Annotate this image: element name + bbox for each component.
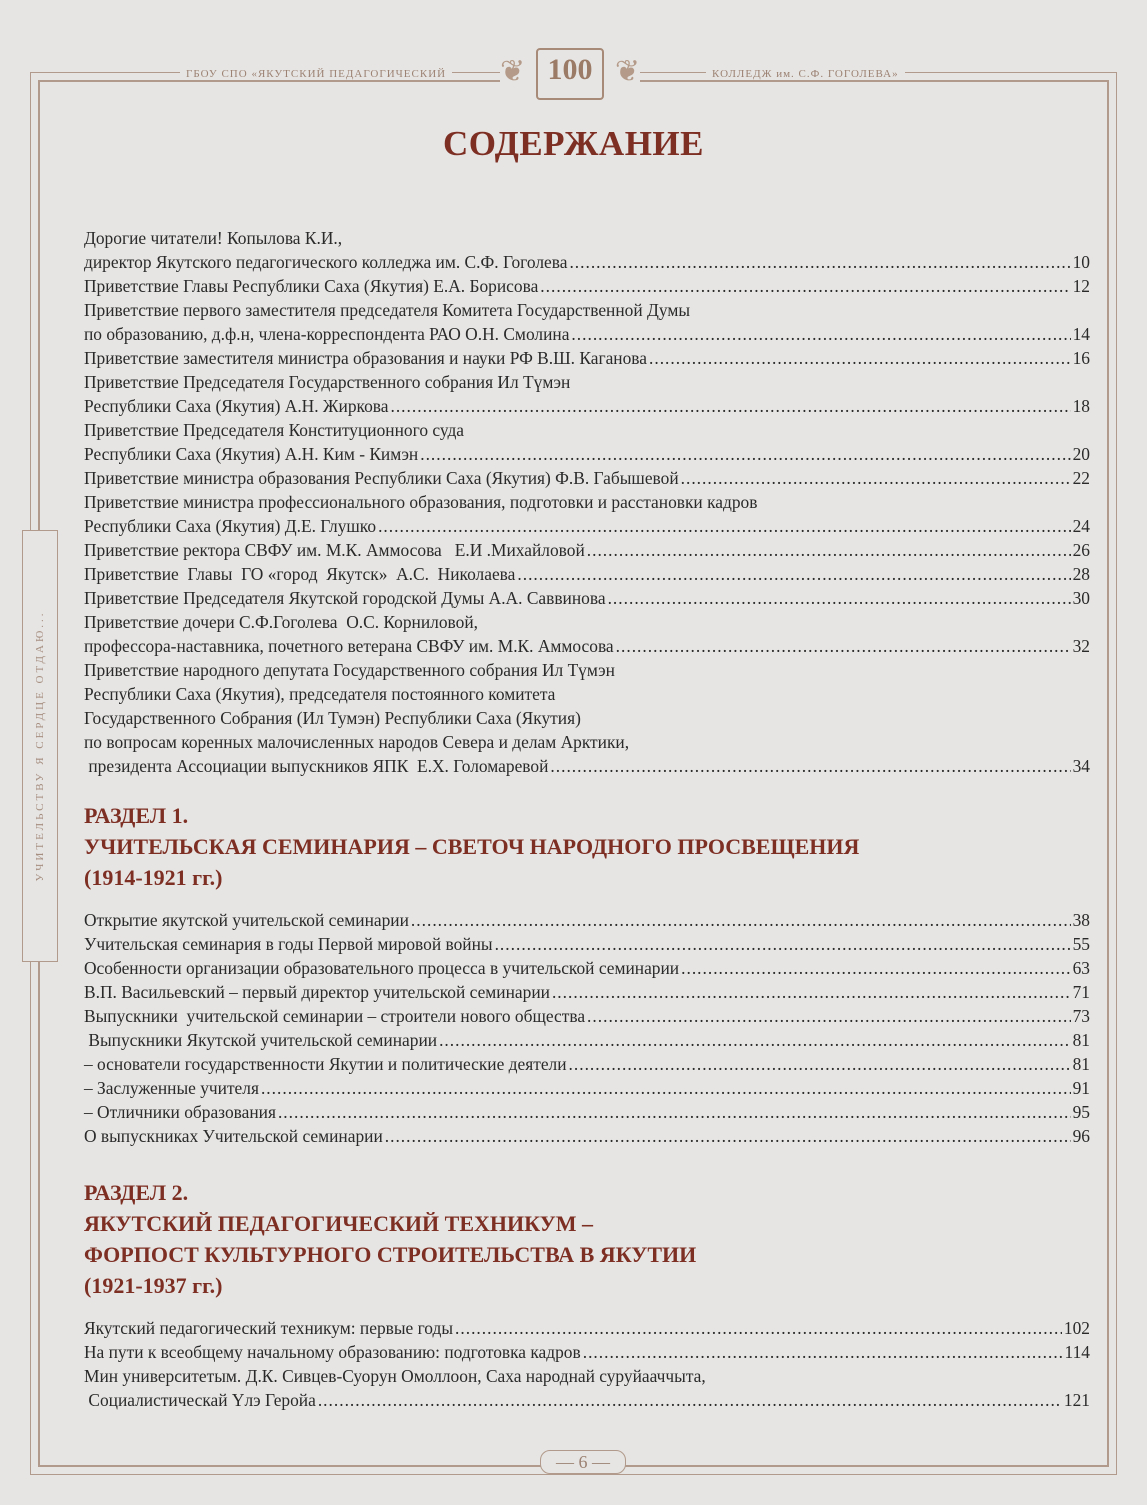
toc-entry-line[interactable] (84, 1004, 1090, 1028)
toc-entry-text: – Отличники образования (84, 1102, 276, 1122)
toc-page-number: 96 (1072, 1126, 1090, 1146)
toc-entry-line[interactable] (84, 442, 1090, 466)
dot-leader (390, 394, 1070, 418)
dot-leader (439, 1028, 1071, 1052)
toc-entry-line[interactable] (84, 706, 1090, 730)
toc-entry-line[interactable] (84, 1076, 1090, 1100)
dot-leader (587, 1004, 1071, 1028)
toc-entry-text: Приветствие Председателя Якутской городской Думы А.А. Саввинова (84, 588, 606, 608)
section-heading-line: РАЗДЕЛ 2. (84, 1180, 189, 1205)
toc-page-number: 102 (1063, 1318, 1090, 1338)
laurel-left-icon: ❦ (500, 55, 526, 88)
toc-entry-text: Приветствие министра профессионального образования, подготовки и расстановки кадров (84, 492, 758, 512)
toc-entry-line[interactable] (84, 538, 1090, 562)
section-heading-line: (1914-1921 гг.) (84, 865, 223, 890)
section-heading-line: РАЗДЕЛ 1. (84, 803, 189, 828)
dot-leader (378, 514, 1071, 538)
section-1-heading (84, 800, 859, 893)
toc-entry-text: – основатели государственности Якутии и политические деятели (84, 1054, 567, 1074)
dot-leader (495, 932, 1071, 956)
toc-entry-text: Приветствие ректора СВФУ им. М.К. Аммосова Е.И .Михайловой (84, 540, 585, 560)
toc-entry-line[interactable] (84, 908, 1090, 932)
toc-entry-text: президента Ассоциации выпускников ЯПК Е.Х. Голомаревой (84, 756, 549, 776)
toc-page-number: 30 (1072, 588, 1090, 608)
toc-entry-line[interactable] (84, 250, 1090, 274)
toc-entry-text: Мин университетым. Д.К. Сивцев-Суорун Омоллоон, Саха народнай суруйааччыта, (84, 1366, 706, 1386)
toc-entry-text: На пути к всеобщему начальному образованию: подготовка кадров (84, 1342, 581, 1362)
dot-leader (385, 1124, 1071, 1148)
toc-entry-text: Дорогие читатели! Копылова К.И., (84, 228, 343, 248)
toc-entry-text: В.П. Васильевский – первый директор учительской семинарии (84, 982, 550, 1002)
header-left-text: ГБОУ СПО «ЯКУТСКИЙ ПЕДАГОГИЧЕСКИЙ (180, 68, 452, 80)
toc-entry-line[interactable] (84, 418, 1090, 442)
toc-entry-line[interactable] (84, 634, 1090, 658)
dot-leader (681, 466, 1071, 490)
toc-entry-text: Республики Саха (Якутия) А.Н. Ким - Кимэн (84, 444, 419, 464)
anniversary-emblem (500, 40, 640, 110)
dot-leader (649, 346, 1071, 370)
section-heading-line: (1921-1937 гг.) (84, 1273, 223, 1298)
toc-entry-text: Открытие якутской учительской семинарии (84, 910, 409, 930)
header-right-text: КОЛЛЕДЖ им. С.Ф. ГОГОЛЕВА» (706, 68, 905, 80)
toc-page-number: 95 (1072, 1102, 1090, 1122)
dot-leader (552, 980, 1071, 1004)
toc-entry-line[interactable] (84, 370, 1090, 394)
toc-entry-line[interactable] (84, 298, 1090, 322)
side-motto (22, 530, 58, 962)
toc-entry-line[interactable] (84, 1316, 1090, 1340)
section-heading-line: ФОРПОСТ КУЛЬТУРНОГО СТРОИТЕЛЬСТВА В ЯКУТИИ (84, 1242, 697, 1267)
toc-entry-text: Выпускники Якутской учительской семинарии (84, 1030, 438, 1050)
toc-page-number: 28 (1072, 564, 1090, 584)
toc-entry-text: Учительская семинария в годы Первой мировой войны (84, 934, 493, 954)
toc-entry-line[interactable] (84, 322, 1090, 346)
section-heading-line: ЯКУТСКИЙ ПЕДАГОГИЧЕСКИЙ ТЕХНИКУМ – (84, 1211, 594, 1236)
toc-page-number: 26 (1072, 540, 1090, 560)
toc-page-number: 55 (1072, 934, 1090, 954)
toc-entry-text: Приветствие заместителя министра образования и науки РФ В.Ш. Каганова (84, 348, 648, 368)
dot-leader (569, 250, 1070, 274)
toc-entry-line[interactable] (84, 730, 1090, 754)
toc-entry-line[interactable] (84, 980, 1090, 1004)
dot-leader (420, 442, 1070, 466)
page-title: СОДЕРЖАНИЕ (442, 124, 704, 163)
toc-page-number: 81 (1072, 1030, 1090, 1050)
toc-entry-text: Приветствие Председателя Государственного собрания Ил Түмэн (84, 372, 571, 392)
toc-entry-line[interactable] (84, 956, 1090, 980)
section-2-heading (84, 1177, 696, 1301)
toc-entry-line[interactable] (84, 226, 1090, 250)
emblem-book-icon (536, 48, 604, 100)
dot-leader (278, 1100, 1071, 1124)
toc-entry-text: Республики Саха (Якутия) А.Н. Жиркова (84, 396, 389, 416)
toc-section-1 (84, 908, 1090, 1148)
toc-page-number: 10 (1072, 252, 1090, 272)
dot-leader (587, 538, 1071, 562)
toc-entry-line[interactable] (84, 1028, 1090, 1052)
toc-entry-text: О выпускниках Учительской семинарии (84, 1126, 383, 1146)
toc-entry-text: Приветствие первого заместителя председателя Комитета Государственной Думы (84, 300, 691, 320)
toc-entry-line[interactable] (84, 466, 1090, 490)
toc-entry-text: Республики Саха (Якутия) Д.Е. Глушко (84, 516, 377, 536)
toc-entry-line[interactable] (84, 514, 1090, 538)
toc-entry-line[interactable] (84, 1364, 1090, 1388)
toc-page-number: 18 (1072, 396, 1090, 416)
toc-intro (84, 226, 1090, 778)
side-motto-text: УЧИТЕЛЬСТВУ Я СЕРДЦЕ ОТДАЮ... (34, 610, 46, 882)
toc-entry-line[interactable] (84, 1124, 1090, 1148)
toc-entry-line[interactable] (84, 1052, 1090, 1076)
toc-entry-text: Приветствие Главы Республики Саха (Якутия) Е.А. Борисова (84, 276, 539, 296)
toc-page-number: 20 (1072, 444, 1090, 464)
dot-leader (583, 1340, 1063, 1364)
toc-entry-text: по вопросам коренных малочисленных народов Севера и делам Арктики, (84, 732, 630, 752)
toc-entry-text: Особенности организации образовательного процесса в учительской семинарии (84, 958, 680, 978)
toc-entry-text: Государственного Собрания (Ил Тумэн) Республики Саха (Якутия) (84, 708, 581, 728)
dot-leader (517, 562, 1070, 586)
toc-entry-line[interactable] (84, 586, 1090, 610)
dot-leader (608, 586, 1071, 610)
toc-entry-text: Приветствие министра образования Республики Саха (Якутия) Ф.В. Габышевой (84, 468, 679, 488)
toc-entry-text: по образованию, д.ф.н, члена-корреспондента РАО О.Н. Смолина (84, 324, 570, 344)
toc-page-number: 114 (1064, 1342, 1090, 1362)
toc-entry-line[interactable] (84, 658, 1090, 682)
toc-entry-line[interactable] (84, 682, 1090, 706)
toc-entry-line[interactable] (84, 932, 1090, 956)
toc-page-number: 16 (1072, 348, 1090, 368)
toc-entry-text: Приветствие Председателя Конституционного суда (84, 420, 465, 440)
dot-leader (318, 1388, 1062, 1412)
page-number-value: 6 (578, 1452, 588, 1472)
section-heading-line: УЧИТЕЛЬСКАЯ СЕМИНАРИЯ – СВЕТОЧ НАРОДНОГО ПРОСВЕЩЕНИЯ (84, 834, 860, 859)
toc-entry-line[interactable] (84, 274, 1090, 298)
toc-page-number: 34 (1072, 756, 1090, 776)
toc-entry-line[interactable] (84, 610, 1090, 634)
toc-entry-line[interactable] (84, 490, 1090, 514)
dot-leader (411, 908, 1071, 932)
page-number: — 6 — (540, 1450, 626, 1474)
dot-leader (569, 1052, 1071, 1076)
toc-page-number: 81 (1072, 1054, 1090, 1074)
toc-page-number: 73 (1072, 1006, 1090, 1026)
toc-page-number: 24 (1072, 516, 1090, 536)
dot-leader (681, 956, 1070, 980)
toc-page-number: 22 (1072, 468, 1090, 488)
toc-entry-text: Приветствие Главы ГО «город Якутск» А.С. Николаева (84, 564, 516, 584)
toc-entry-text: профессора-наставника, почетного ветерана СВФУ им. М.К. Аммосова (84, 636, 614, 656)
toc-page-number: 12 (1072, 276, 1090, 296)
toc-section-2 (84, 1316, 1090, 1412)
toc-entry-text: Приветствие народного депутата Государственного собрания Ил Түмэн (84, 660, 615, 680)
toc-entry-text: Социалистическай Үлэ Геройа (84, 1390, 316, 1410)
toc-entry-line[interactable] (84, 346, 1090, 370)
emblem-number: 100 (547, 53, 593, 86)
dot-leader (550, 754, 1070, 778)
toc-entry-text: Республики Саха (Якутия), председателя постоянного комитета (84, 684, 556, 704)
toc-entry-line[interactable] (84, 394, 1090, 418)
dot-leader (540, 274, 1070, 298)
toc-entry-text: директор Якутского педагогического колледжа им. С.Ф. Гоголева (84, 252, 568, 272)
toc-entry-text: Приветствие дочери С.Ф.Гоголева О.С. Корниловой, (84, 612, 478, 632)
toc-entry-text: Выпускники учительской семинарии – строители нового общества (84, 1006, 586, 1026)
toc-page-number: 121 (1063, 1390, 1090, 1410)
toc-entry-line[interactable] (84, 1100, 1090, 1124)
toc-page-number: 14 (1072, 324, 1090, 344)
toc-page-number: 63 (1072, 958, 1090, 978)
toc-entry-line[interactable] (84, 1388, 1090, 1412)
laurel-right-icon: ❦ (614, 55, 640, 88)
toc-entry-line[interactable] (84, 562, 1090, 586)
toc-entry-text: Якутский педагогический техникум: первые годы (84, 1318, 454, 1338)
toc-page-number: 91 (1072, 1078, 1090, 1098)
dot-leader (261, 1076, 1071, 1100)
dot-leader (616, 634, 1071, 658)
dot-leader (571, 322, 1070, 346)
toc-entry-line[interactable] (84, 1340, 1090, 1364)
toc-page-number: 71 (1072, 982, 1090, 1002)
toc-entry-text: – Заслуженные учителя (84, 1078, 259, 1098)
toc-page-number: 32 (1072, 636, 1090, 656)
toc-entry-line[interactable] (84, 754, 1090, 778)
dot-leader (455, 1316, 1062, 1340)
toc-page-number: 38 (1072, 910, 1090, 930)
